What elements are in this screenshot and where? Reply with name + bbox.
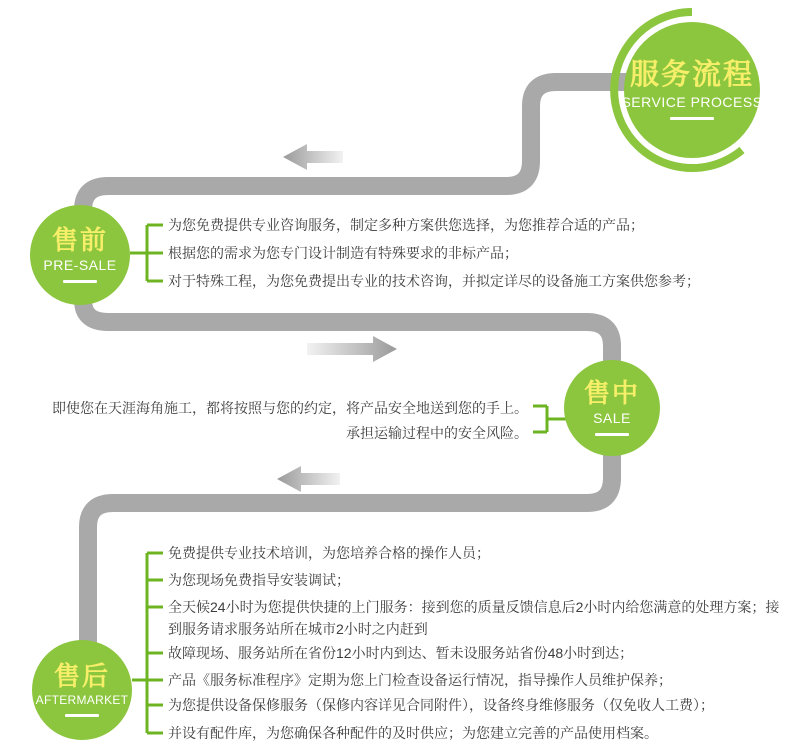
- sale-subtitle: SALE: [593, 410, 631, 427]
- presale-item: 对于特殊工程，为您免费提出专业的技术咨询，并拟定详尽的设备施工方案供您参考；: [168, 273, 700, 289]
- aftermarket-item: 为您现场免费指导安装调试；: [168, 572, 350, 588]
- stage-sale-circle: [564, 360, 660, 456]
- aftermarket-item: 并设有配件库，为您确保各种配件的及时供应；为您建立完善的产品使用档案。: [168, 725, 658, 741]
- stage-presale-circle: [30, 205, 130, 305]
- aftermarket-item: 为您提供设备保修服务（保修内容详见合同附件），设备终身维修服务（仅免收人工费）；: [168, 697, 714, 713]
- presale-item: 根据您的需求为您专门设计制造有特殊要求的非标产品；: [168, 245, 518, 261]
- aftermarket-underline: [65, 714, 99, 717]
- sale-item: 承担运输过程中的安全风险。: [346, 425, 528, 441]
- aftermarket-bracket: [132, 553, 163, 733]
- arrow-left-bottom-icon: [277, 466, 340, 492]
- sale-bracket: [533, 406, 566, 432]
- sale-underline: [595, 433, 629, 436]
- aftermarket-item: 全天候24小时为您提供快捷的上门服务：接到您的质量反馈信息后2小时内给您满意的处理方案；接到服务请求服务站所在城市2小时之内赶到: [168, 599, 780, 637]
- presale-subtitle: PRE-SALE: [43, 257, 117, 274]
- presale-title: 售前: [51, 224, 108, 255]
- sale-item: 即使您在天涯海角施工，都将按照与您的约定，将产品安全地送到您的手上。: [52, 400, 528, 416]
- aftermarket-title: 售后: [53, 660, 110, 691]
- sale-title: 售中: [583, 377, 640, 408]
- arrow-right-icon: [307, 336, 397, 362]
- service-process-badge: [621, 22, 763, 158]
- aftermarket-subtitle: AFTERMARKET: [35, 693, 129, 708]
- sale-items: [40, 397, 528, 444]
- badge-title: 服务流程: [629, 59, 754, 92]
- presale-underline: [63, 280, 97, 283]
- arrow-left-icon: [283, 144, 343, 170]
- aftermarket-item: 产品《服务标准程序》定期为您上门检查设备运行情况，指导操作人员维护保养；: [168, 672, 672, 688]
- aftermarket-item: 故障现场、服务站所在省份12小时内到达、暂未设服务站省份48小时到达；: [168, 645, 634, 661]
- presale-item: 为您免费提供专业咨询服务，制定多种方案供您选择，为您推荐合适的产品；: [168, 217, 644, 233]
- badge-underline: [670, 117, 714, 120]
- badge-subtitle: SERVICE PROCESS: [621, 93, 763, 110]
- presale-bracket: [130, 225, 163, 281]
- aftermarket-item: 免费提供专业技术培训，为您培养合格的操作人员；: [168, 545, 490, 561]
- stage-aftermarket-circle: [32, 640, 132, 740]
